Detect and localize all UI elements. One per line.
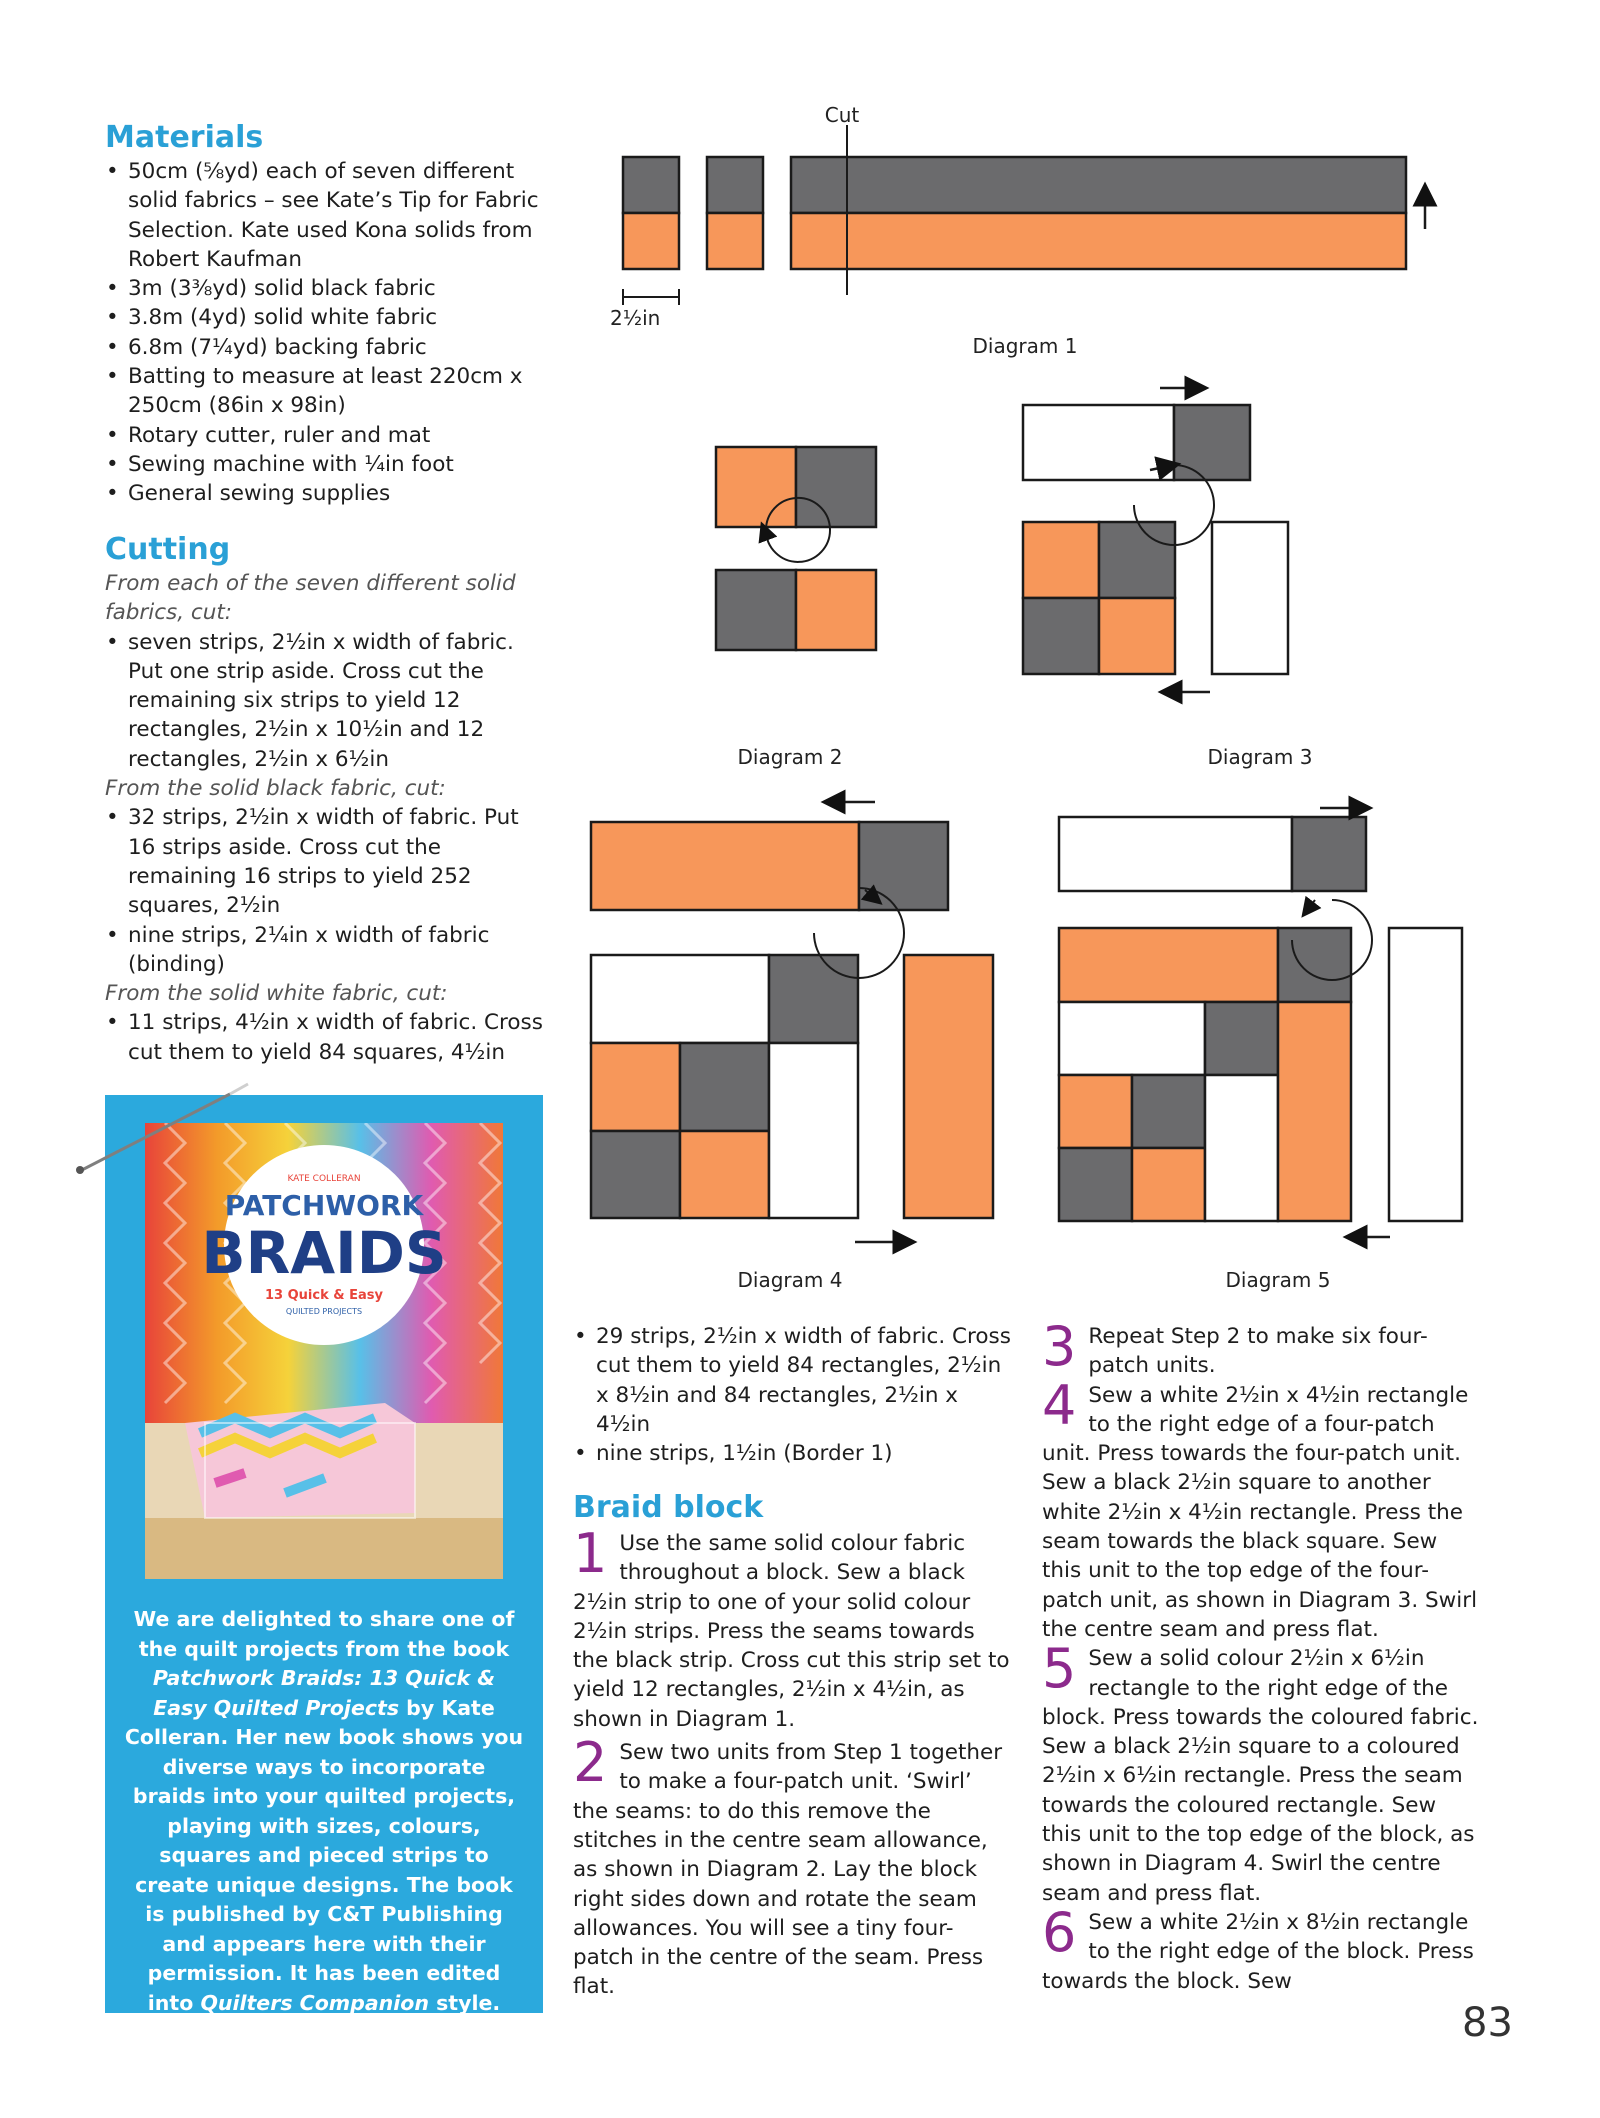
step-number: 4 (1042, 1373, 1077, 1437)
step-text: Use the same solid colour fabric throughout a block. Sew a black 2½in strip to one of your solid colour 2½in strips. Press the seams towards the black strip. Cross cut this strip set to yield 12 rectangles, 2½in x 4½in, as shown in Diagram 1. (573, 1531, 1010, 1732)
cover-title-1: PATCHWORK (224, 1189, 424, 1222)
diagram-4 (591, 802, 993, 1242)
list-item: • General sewing supplies (105, 479, 545, 508)
cutting-heading: Cutting (105, 532, 231, 567)
diagram-5 (1059, 808, 1462, 1237)
promo-text-part: style. (428, 1990, 501, 2015)
step-text: Sew a white 2½in x 4½in rectangle to the right edge of a four-patch unit. Press towards the four-patch unit. Sew a black 2½in square to another white 2½in x 4½in rectangle. Press the seam towards the black square. Sew this unit to the top edge of the four-patch unit, as shown in Diagram 3. Swirl the centre seam and press flat. (1042, 1382, 1478, 1642)
materials-section (105, 120, 545, 509)
braid-block-section (573, 1490, 1013, 2002)
list-item: • seven strips, 2½in x width of fabric. Put one strip aside. Cross cut the remaining six strips to yield 12 rectangles, 2½in x 10½in and 12 rectangles, 2½in x 6½in (105, 628, 545, 774)
cutting-list (105, 628, 545, 774)
list-item: • 32 strips, 2½in x width of fabric. Put 16 strips aside. Cross cut the remaining 16 strips to yield 252 squares, 2½in (105, 803, 545, 920)
materials-heading: Materials (105, 120, 264, 155)
step-1 (573, 1522, 1013, 1734)
diagrams-panel (560, 95, 1580, 1325)
step-3 (1042, 1315, 1480, 1381)
cutting-list (105, 803, 545, 979)
list-item: • nine strips, 1½in (Border 1) (573, 1439, 1013, 1468)
list-item: • 29 strips, 2½in x width of fabric. Cross cut them to yield 84 rectangles, 2½in x 8½in and 84 rectangles, 2½in x 4½in (573, 1322, 1013, 1439)
cutting-subheading: From the solid black fabric, cut: (105, 776, 446, 802)
step-text: Sew a solid colour 2½in x 6½in rectangle to the right edge of the block. Press towards the coloured fabric. Sew a black 2½in square to a coloured 2½in x 6½in rectangle. Press the seam towards the coloured rectangle. Sew this unit to the top edge of the block, as shown in Diagram 4. Swirl the centre seam and press flat. (1042, 1646, 1479, 1906)
book-promo-box (105, 1095, 543, 2013)
promo-text (123, 1605, 525, 2018)
braid-block-heading: Braid block (573, 1490, 764, 1525)
step-4 (1042, 1373, 1480, 1645)
step-number: 2 (573, 1731, 608, 1795)
list-item: • 3m (3⅜yd) solid black fabric (105, 274, 545, 303)
cover-subtitle-1: 13 Quick & Easy (265, 1288, 383, 1303)
list-item: • Rotary cutter, ruler and mat (105, 421, 545, 450)
step-6 (1042, 1900, 1480, 1996)
promo-book-title: Patchwork Braids: 13 Quick & Easy Quilted Projects (152, 1666, 496, 1720)
list-item: • Sewing machine with ¼in foot (105, 450, 545, 479)
step-number: 3 (1042, 1315, 1077, 1378)
step-text: Repeat Step 2 to make six four-patch units. (1088, 1324, 1428, 1379)
measure-label: 2½in (610, 306, 661, 330)
promo-text-part: We are delighted to share one of the quilt projects from the book (133, 1607, 515, 1661)
cover-author: KATE COLLERAN (287, 1174, 361, 1184)
diagram-1-label: Diagram 1 (972, 334, 1078, 358)
cutting-subheading: From each of the seven different solid fabrics, cut: (105, 571, 516, 626)
cutting-section (105, 532, 545, 1067)
page-number: 83 (1462, 2000, 1513, 2046)
promo-text-part: by Kate Colleran. Her new book shows you diverse ways to incorporate braids into your quilted projects, playing with sizes, colours, squares and pieced strips to create unique designs. The book is published by C&T Publishing and appears here with their permission. It has been edited into (124, 1695, 524, 2015)
promo-magazine-name: Quilters Companion (200, 1990, 429, 2015)
diagram-3-label: Diagram 3 (1207, 745, 1313, 769)
step-text: Sew a white 2½in x 8½in rectangle to the right edge of the block. Press towards the block. Sew (1042, 1909, 1474, 1994)
list-item: • 6.8m (7¼yd) backing fabric (105, 333, 545, 362)
step-number: 1 (573, 1522, 608, 1585)
cutting-list (573, 1322, 1013, 1468)
pin-icon (70, 1070, 250, 1180)
materials-list (105, 157, 545, 509)
steps-right-column (1042, 1315, 1480, 1996)
step-5 (1042, 1637, 1480, 1908)
book-cover-image (145, 1123, 503, 1579)
diagram-5-label: Diagram 5 (1225, 1268, 1331, 1292)
list-item: • 50cm (⅝yd) each of seven different solid fabrics – see Kate’s Tip for Fabric Selection. Kate used Kona solids from Robert Kaufman (105, 157, 545, 274)
book-cover-art (145, 1123, 503, 1579)
cover-subtitle-2: QUILTED PROJECTS (285, 1307, 363, 1316)
list-item: • Batting to measure at least 220cm x 250cm (86in x 98in) (105, 362, 545, 421)
diagram-3 (1023, 388, 1288, 692)
diagram-2-label: Diagram 2 (737, 745, 843, 769)
list-item: • 3.8m (4yd) solid white fabric (105, 303, 545, 332)
diagram-4-label: Diagram 4 (737, 1268, 843, 1292)
step-2 (573, 1731, 1013, 2002)
cover-title-2: BRAIDS (201, 1219, 447, 1287)
list-item: • nine strips, 2¼in x width of fabric (binding) (105, 921, 545, 980)
cutting-subheading: From the solid white fabric, cut: (105, 981, 448, 1007)
diagram-2 (716, 447, 876, 650)
cutting-continued (573, 1322, 1013, 1468)
step-number: 5 (1042, 1637, 1077, 1701)
step-text: Sew two units from Step 1 together to make a four-patch unit. ‘Swirl’ the seams: to do this remove the stitches in the centre seam allowance, as shown in Diagram 2. Lay the block right sides down and rotate the seam allowances. You will see a tiny four-patch in the centre of the seam. Press flat. (573, 1740, 1003, 2000)
step-number: 6 (1042, 1900, 1077, 1964)
list-item: • 11 strips, 4½in x width of fabric. Cross cut them to yield 84 squares, 4½in (105, 1008, 545, 1067)
cutting-list (105, 1008, 545, 1067)
diagram-1 (623, 125, 1425, 305)
cut-label: Cut (824, 103, 860, 127)
